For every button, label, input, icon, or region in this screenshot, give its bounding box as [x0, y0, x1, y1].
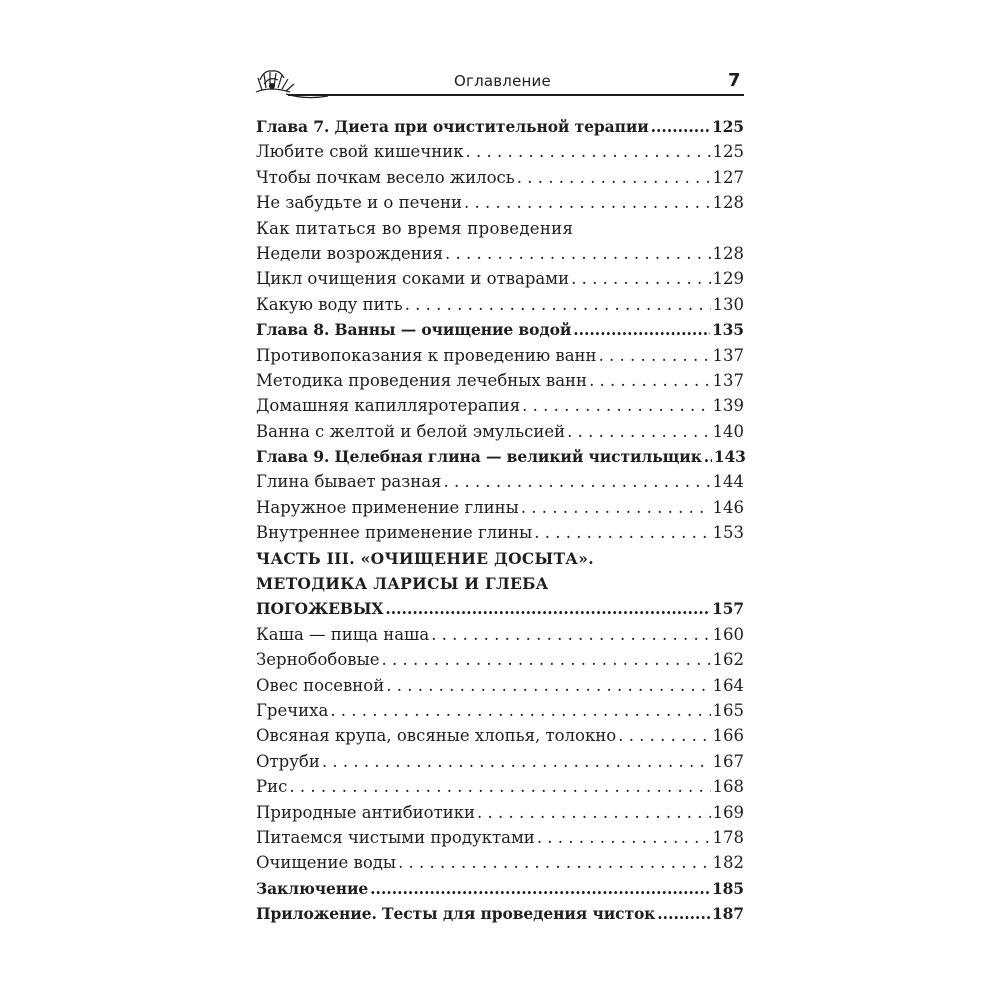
toc-entry-title: Как питаться во время проведения — [256, 218, 574, 238]
toc-entry-title: Зернобобовые — [256, 650, 380, 670]
toc-entry — [256, 241, 744, 266]
toc-entry-title: Цикл очищения соками и отварами — [256, 269, 570, 289]
toc-entry-page: 167 — [712, 751, 744, 771]
toc-entry-page: 125 — [711, 117, 744, 136]
toc-entry-page: 140 — [712, 421, 744, 441]
dot-leader — [464, 190, 710, 215]
toc-entry — [256, 774, 744, 799]
dot-leader — [537, 825, 711, 850]
dot-leader — [370, 876, 710, 901]
toc-entry — [256, 850, 744, 875]
toc-entry — [256, 520, 744, 545]
toc-entry — [256, 444, 744, 469]
toc-entry — [256, 165, 744, 190]
toc-entry-title: Наружное применение глины — [256, 497, 519, 517]
toc-entry — [256, 495, 744, 520]
dot-leader — [466, 139, 711, 164]
toc-entry — [256, 749, 744, 774]
toc-entry-page: 165 — [712, 700, 744, 720]
toc-entry-title: Глава 7. Диета при очистительной терапии — [256, 117, 649, 136]
toc-entry-title: Овес посевной — [256, 675, 385, 695]
toc-entry-title: Методика проведения лечебных ванн — [256, 370, 588, 390]
toc-entry-page: 129 — [712, 269, 744, 289]
toc-entry-page: 130 — [712, 294, 744, 314]
toc-entry — [256, 114, 744, 139]
dot-leader — [330, 698, 710, 723]
toc-entry-page: 137 — [712, 345, 744, 365]
toc-entry-title: Рис — [256, 777, 288, 797]
table-of-contents — [256, 114, 744, 927]
toc-entry-page: 135 — [711, 320, 744, 340]
toc-entry-title: Любите свой кишечник — [256, 142, 464, 162]
toc-entry — [256, 876, 744, 901]
toc-entry-title: Противопоказания к проведению ванн — [256, 345, 597, 365]
toc-entry — [256, 393, 744, 418]
toc-entry-title: Внутреннее применение глины — [256, 523, 533, 543]
dot-leader — [657, 901, 710, 926]
dot-leader — [381, 647, 710, 672]
dot-leader — [573, 317, 710, 342]
header-rule — [288, 94, 744, 96]
dot-leader — [322, 749, 711, 774]
dot-leader — [386, 673, 710, 698]
toc-entry — [256, 698, 744, 723]
toc-entry-title: Гречиха — [256, 700, 329, 720]
toc-entry-title: Отруби — [256, 751, 320, 771]
toc-entry-title: Овсяная крупа, овсяные хлопья, толокно — [256, 726, 617, 746]
dot-leader — [289, 774, 710, 799]
dot-leader — [522, 393, 710, 418]
toc-entry — [256, 596, 744, 621]
toc-entry — [256, 622, 744, 647]
page-number: 7 — [728, 70, 741, 91]
toc-entry-page: 160 — [712, 624, 744, 644]
toc-entry — [256, 901, 744, 926]
toc-entry-title: Глина бывает разная — [256, 472, 442, 492]
toc-entry-page: 157 — [711, 599, 744, 619]
toc-entry-page: 144 — [712, 472, 744, 492]
dot-leader — [443, 469, 710, 494]
toc-entry-title: Природные антибиотики — [256, 802, 476, 822]
toc-entry-page: 146 — [712, 497, 744, 517]
toc-entry-page: 125 — [712, 142, 744, 162]
toc-entry — [256, 343, 744, 368]
toc-entry-title: Очищение воды — [256, 853, 397, 873]
toc-entry-page: 162 — [712, 650, 744, 670]
dot-leader — [599, 343, 711, 368]
toc-entry-page: 127 — [712, 167, 744, 187]
toc-entry-page: 182 — [712, 853, 744, 873]
toc-entry-title: Недели возрождения — [256, 243, 444, 263]
toc-entry — [256, 647, 744, 672]
toc-entry-title: Не забудьте и о печени — [256, 193, 463, 213]
dot-leader — [398, 850, 710, 875]
toc-entry-title: Какую воду пить — [256, 294, 403, 314]
toc-entry — [256, 825, 744, 850]
toc-entry-page: 153 — [712, 523, 744, 543]
toc-entry — [256, 673, 744, 698]
toc-entry — [256, 419, 744, 444]
dot-leader — [521, 495, 711, 520]
toc-entry-title: ЧАСТЬ III. «ОЧИЩЕНИЕ ДОСЫТА». — [256, 548, 594, 568]
toc-entry-title: Ванна с желтой и белой эмульсией — [256, 421, 566, 441]
dot-leader — [445, 241, 710, 266]
toc-entry-title: Каша — пища наша — [256, 624, 430, 644]
toc-entry-title: Приложение. Тесты для проведения чисток — [256, 904, 656, 924]
toc-entry-page: 137 — [712, 370, 744, 390]
dot-leader — [567, 419, 710, 444]
toc-entry — [256, 317, 744, 342]
dot-leader — [534, 520, 710, 545]
flower-ornament-icon — [250, 62, 330, 106]
toc-entry — [256, 368, 744, 393]
toc-entry-page: 128 — [712, 193, 744, 213]
toc-entry — [256, 800, 744, 825]
toc-entry — [256, 546, 744, 571]
toc-entry — [256, 292, 744, 317]
toc-entry-title: ПОГОЖЕВЫХ — [256, 599, 384, 619]
toc-entry — [256, 266, 744, 291]
dot-leader — [517, 165, 711, 190]
toc-entry-title: Питаемся чистыми продуктами — [256, 827, 535, 847]
toc-entry-title: Заключение — [256, 878, 369, 898]
toc-entry-page: 164 — [712, 675, 744, 695]
toc-entry-page: 139 — [712, 396, 744, 416]
toc-entry — [256, 571, 744, 596]
dot-leader — [405, 292, 711, 317]
toc-entry-page: 187 — [711, 904, 744, 924]
dot-leader — [704, 444, 712, 469]
toc-entry — [256, 723, 744, 748]
dot-leader — [618, 723, 710, 748]
toc-entry-title: Глава 9. Целебная глина — великий чистильщик — [256, 447, 702, 467]
toc-entry-title: Глава 8. Ванны — очищение водой — [256, 320, 572, 340]
toc-entry — [256, 190, 744, 215]
dot-leader — [589, 368, 710, 393]
running-head-title: Оглавление — [454, 72, 551, 90]
toc-entry-page: 166 — [712, 726, 744, 746]
dot-leader — [431, 622, 710, 647]
toc-entry-page: 128 — [712, 243, 744, 263]
toc-entry-page: 178 — [712, 827, 744, 847]
toc-entry-title: Домашняя капилляротерапия — [256, 396, 521, 416]
toc-entry-page: 185 — [711, 878, 744, 898]
toc-entry-page: 168 — [712, 777, 744, 797]
toc-entry-title: МЕТОДИКА ЛАРИСЫ И ГЛЕБА — [256, 574, 549, 594]
toc-entry-page: 169 — [712, 802, 744, 822]
toc-entry — [256, 216, 744, 241]
toc-entry — [256, 469, 744, 494]
dot-leader — [571, 266, 710, 291]
dot-leader — [385, 596, 710, 621]
toc-entry-page: 143 — [713, 447, 746, 467]
dot-leader — [477, 800, 710, 825]
dot-leader — [651, 114, 710, 139]
toc-entry — [256, 139, 744, 164]
toc-entry-title: Чтобы почкам весело жилось — [256, 167, 515, 187]
